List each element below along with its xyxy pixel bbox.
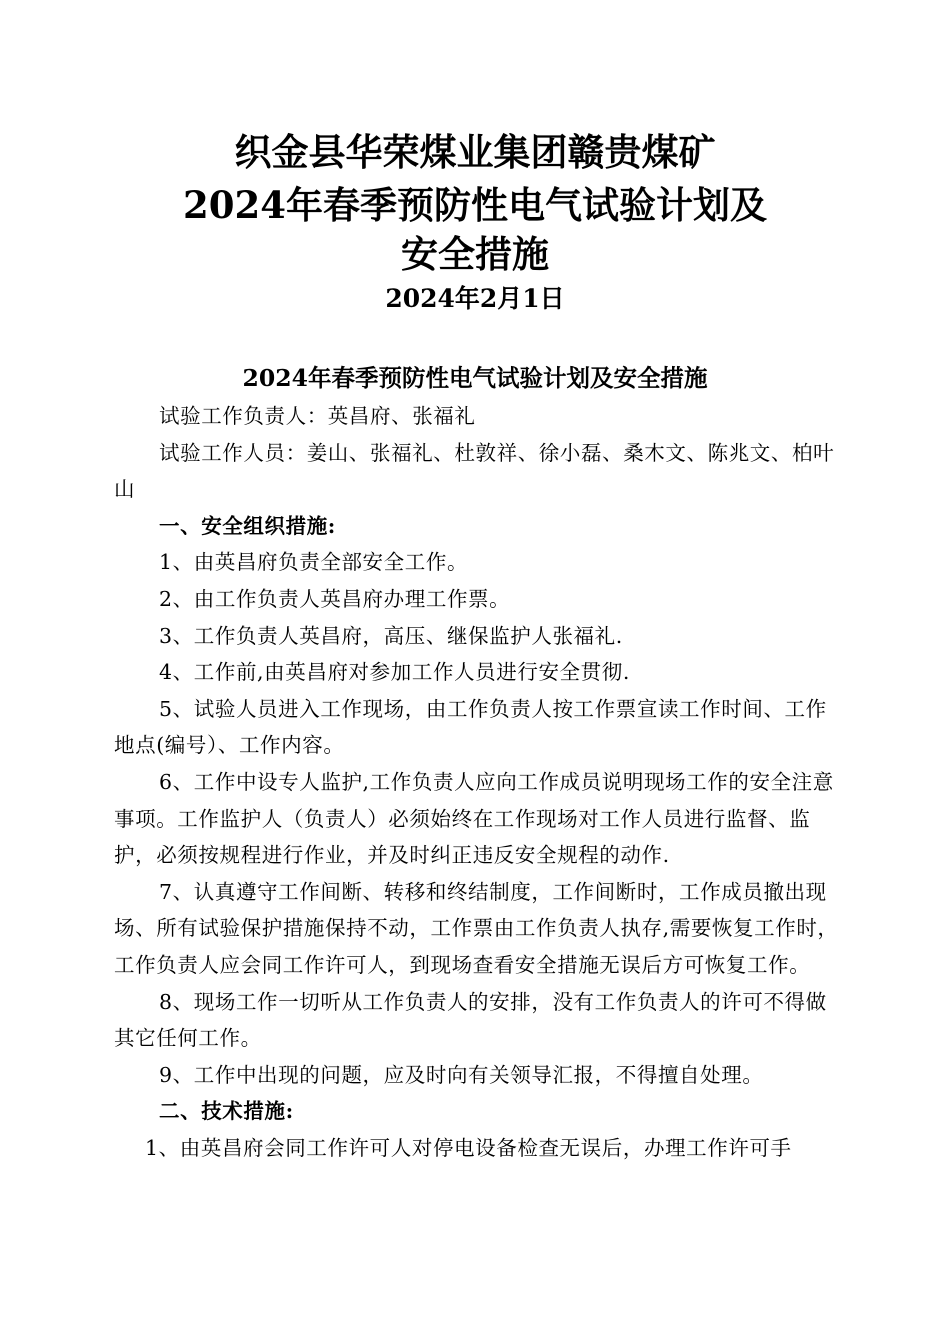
section-1-item: 4、工作前,由英昌府对参加工作人员进行安全贯彻. (159, 660, 630, 685)
section-1-item: 1、由英昌府负责全部安全工作。 (159, 550, 469, 575)
title-line-1: 织金县华荣煤业集团赣贵煤矿 (234, 130, 716, 174)
section-2-item: 1、由英昌府会同工作许可人对停电设备检查无误后，办理工作许可手 (145, 1135, 792, 1160)
section-1-item: 2、由工作负责人英昌府办理工作票。 (159, 586, 511, 611)
section-1-item: 7、认真遵守工作间断、转移和终结制度，工作间断时，工作成员撤出现场、所有试验保护措施保持不动，工作票由工作负责人执存,需要恢复工作时，工作负责人应会同工作许可人，到现场查看安全措施无误后方可恢复工作。 (114, 879, 839, 977)
section-1-heading: 一、安全组织措施: (159, 513, 336, 538)
title-line-2: 2024年春季预防性电气试验计划及 (183, 183, 767, 227)
section-title: 2024年春季预防性电气试验计划及安全措施 (242, 364, 708, 392)
section-1-item: 8、现场工作一切听从工作负责人的安排，没有工作负责人的许可不得做其它任何工作。 (114, 989, 827, 1051)
section-1-item: 9、工作中出现的问题，应及时向有关领导汇报，不得擅自处理。 (159, 1062, 764, 1087)
title-line-3: 安全措施 (401, 232, 549, 276)
document-body (114, 398, 842, 1166)
section-1-item: 5、试验人员进入工作现场，由工作负责人按工作票宣读工作时间、工作地点(编号）、工作内容。 (114, 696, 827, 758)
section-2-heading: 二、技术措施: (159, 1099, 294, 1124)
section-1-item: 6、工作中设专人监护,工作负责人应向工作成员说明现场工作的安全注意事项。工作监护人（负责人）必须始终在工作现场对工作人员进行监督、监护，必须按规程进行作业，并及时纠正违反安全规程的动作. (114, 769, 834, 868)
document-date: 2024年2月1日 (385, 284, 565, 313)
leaders-line: 试验工作负责人：英昌府、张福礼 (159, 404, 476, 428)
section-1-item: 3、工作负责人英昌府，高压、继保监护人张福礼. (159, 623, 623, 648)
staff-line: 试验工作人员：姜山、张福礼、杜敦祥、徐小磊、桑木文、陈兆文、柏叶山 (114, 440, 835, 502)
